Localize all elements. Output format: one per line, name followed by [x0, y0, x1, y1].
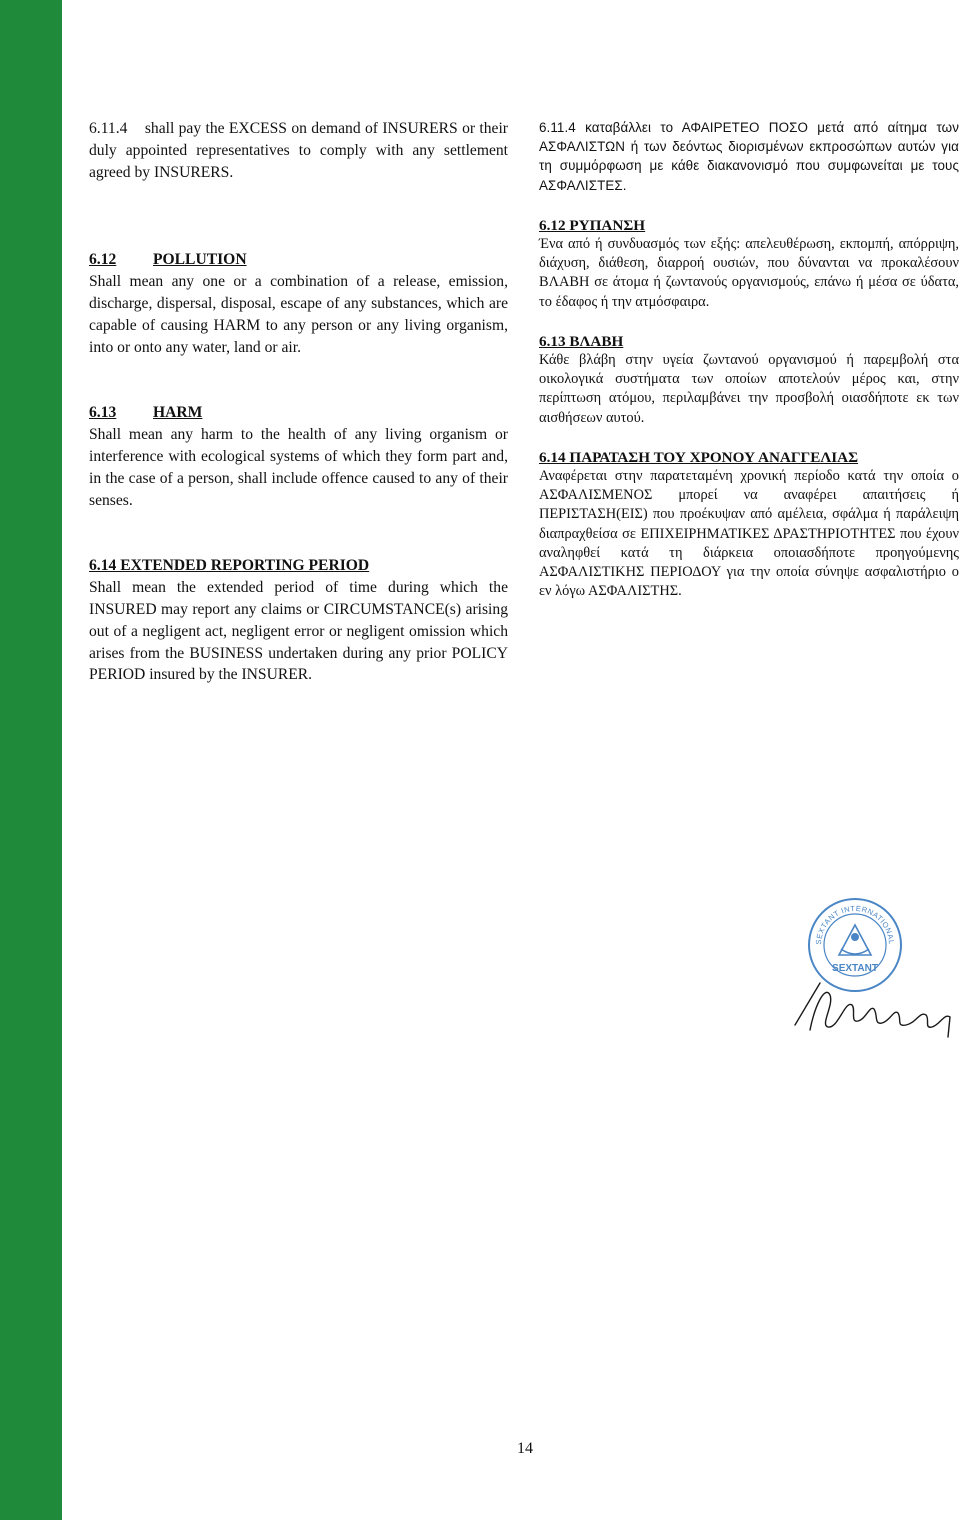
section-body: Shall mean any one or a combination of a release, emission, discharge, dispersal, disposal, escape of any substances, which are capable of causing HARM to any person or any living organism, into or onto any water, land or air. [89, 273, 508, 356]
english-column [89, 118, 508, 686]
section-body: Shall mean the extended period of time during which the INSURED may report any claims or CIRCUMSTANCE(s) arising out of a negligent act, negligent error or negligent omission which arises from the BUSINESS undertaken during any prior POLICY PERIOD insured by the INSURER. [89, 579, 508, 684]
left-margin-bar [0, 0, 62, 1520]
section-body: Shall mean any harm to the health of any living organism or interference with ecological systems of which they form part and, in the case of a person, shall include offence caused to any of their senses. [89, 426, 508, 509]
section-number: 6.12 [89, 251, 117, 269]
handwritten-signature [790, 975, 960, 1045]
section-6-14-gr [539, 448, 959, 602]
section-heading: 6.12 ΡΥΠΑΝΣΗ [539, 216, 646, 234]
section-6-13-gr [539, 332, 959, 428]
section-6-14-en [89, 555, 508, 686]
stamp-center-text: SEXTANT [832, 963, 878, 974]
section-heading [89, 402, 508, 424]
section-heading: 6.13 ΒΛΑΒΗ [539, 332, 624, 350]
section-6-11-4-en: 6.11.4 shall pay the EXCESS on demand of INSURERS or their duly appointed representatives to comply with any settlement agreed by INSURERS. [89, 120, 508, 181]
section-6-12-gr [539, 216, 959, 312]
greek-column [539, 118, 959, 601]
section-title: POLLUTION [153, 251, 247, 269]
section-6-13-en [89, 402, 508, 511]
sextant-icon [839, 925, 871, 955]
section-title: HARM [153, 404, 203, 422]
section-heading [89, 249, 508, 271]
section-heading: 6.14 ΠΑΡΑΤΑΣΗ ΤΟΥ ΧΡΟΝΟΥ ΑΝΑΓΓΕΛΙΑΣ [539, 448, 859, 466]
page-number: 14 [517, 1440, 533, 1457]
section-body: Κάθε βλάβη στην υγεία ζωντανού οργανισμού ή παρεμβολή στα οικολογικά συστήματα των οποίων αποτελούν μέρος και, στην περίπτωση ατόμου, περιλαμβάνει την προσβολή οιασδήποτε εκ των αισθήσεων αυτού. [539, 352, 959, 426]
section-6-12-en [89, 249, 508, 358]
section-number: 6.13 [89, 404, 117, 422]
section-body: Ένα από ή συνδυασμός των εξής: απελευθέρωση, εκπομπή, απόρριψη, διάχυση, διάθεση, διαρροή ουσιών, που δύνανται να προκαλέσουν ΒΛΑΒΗ σε άτομα ή ζωντανούς οργανισμούς, επάνω ή μέσα σε ύδατα, το έδαφος ή την ατμόσφαιρα. [539, 236, 959, 310]
stamp-ring-text: SEXTANT INTERNATIONAL [813, 903, 897, 945]
section-body: Αναφέρεται στην παρατεταμένη χρονική περίοδο κατά την οποία ο ΑΣΦΑΛΙΣΜΕΝΟΣ μπορεί να αναφέρει απαιτήσεις ή ΠΕΡΙΣΤΑΣΗ(ΕΙΣ) που προέκυψαν από αμέλεια, σφάλμα ή παράλειψη διαπραχθείσα σε ΕΠΙΧΕΙΡΗΜΑΤΙΚΕΣ ΔΡΑΣΤΗΡΙΟΤΗΤΕΣ που έχουν αναληφθεί κατά τη διάρκεια οποιασδήποτε προηγούμενης ΑΣΦΑΛΙΣΤΙΚΗΣ ΠΕΡΙΟΔΟΥ για την οποία σύνηψε ασφαλιστήριο ο εν λόγω ΑΣΦΑΛΙΣΤΗΣ. [539, 468, 959, 600]
section-heading: 6.14 EXTENDED REPORTING PERIOD [89, 557, 370, 575]
section-6-11-4-gr: 6.11.4 καταβάλλει το ΑΦΑΙΡΕΤΕΟ ΠΟΣΟ μετά από αίτημα των ΑΣΦΑΛΙΣΤΩΝ ή των δεόντως διορισμένων εκπροσώπων αυτών για τη συμμόρφωση με κάθε διακανονισμό που συμφωνείται με τους ΑΣΦΑΛΙΣΤΕΣ. [539, 120, 959, 193]
